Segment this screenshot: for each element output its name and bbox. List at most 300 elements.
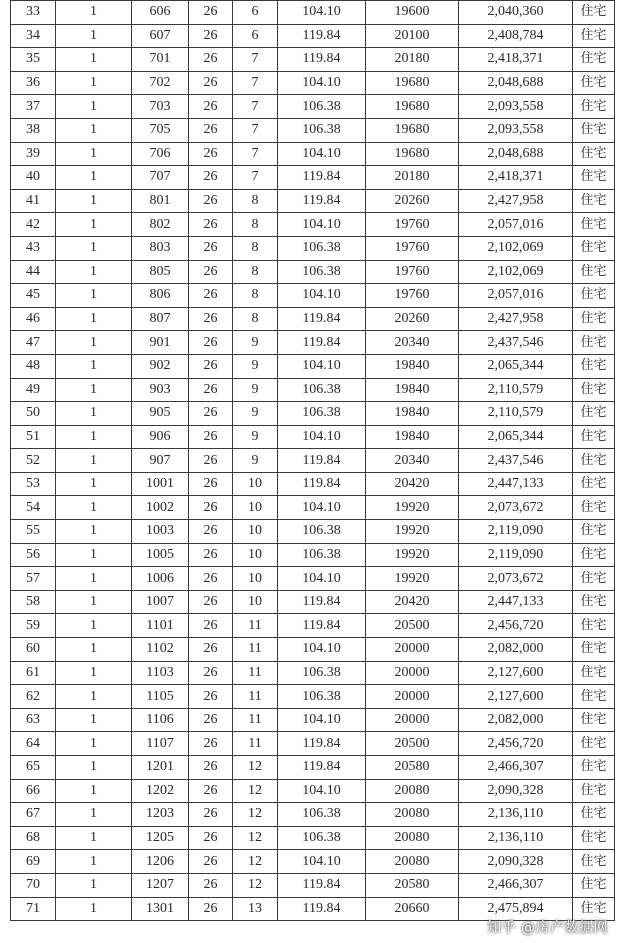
cell-floor: 8 bbox=[233, 284, 278, 308]
cell-total-price: 2,082,000 bbox=[459, 708, 573, 732]
cell-usage: 住宅 bbox=[573, 449, 615, 473]
cell-usage: 住宅 bbox=[573, 873, 615, 897]
cell-building: 1 bbox=[56, 897, 132, 921]
table-row bbox=[11, 260, 615, 284]
cell-unit: 902 bbox=[132, 354, 189, 378]
cell-area: 104.10 bbox=[278, 425, 366, 449]
cell-total-floors: 26 bbox=[189, 260, 233, 284]
cell-unit-price: 19600 bbox=[366, 1, 459, 25]
cell-row-number: 42 bbox=[11, 213, 56, 237]
cell-usage: 住宅 bbox=[573, 1, 615, 25]
cell-total-floors: 26 bbox=[189, 166, 233, 190]
table-row bbox=[11, 95, 615, 119]
cell-building: 1 bbox=[56, 378, 132, 402]
cell-area: 104.10 bbox=[278, 779, 366, 803]
cell-building: 1 bbox=[56, 236, 132, 260]
cell-area: 119.84 bbox=[278, 189, 366, 213]
cell-usage: 住宅 bbox=[573, 614, 615, 638]
table-row bbox=[11, 284, 615, 308]
cell-total-floors: 26 bbox=[189, 142, 233, 166]
cell-floor: 12 bbox=[233, 779, 278, 803]
cell-unit: 1102 bbox=[132, 638, 189, 662]
cell-unit-price: 20420 bbox=[366, 472, 459, 496]
cell-usage: 住宅 bbox=[573, 425, 615, 449]
cell-total-floors: 26 bbox=[189, 708, 233, 732]
cell-total-price: 2,136,110 bbox=[459, 826, 573, 850]
cell-row-number: 70 bbox=[11, 873, 56, 897]
cell-row-number: 58 bbox=[11, 590, 56, 614]
cell-unit: 1301 bbox=[132, 897, 189, 921]
cell-total-price: 2,408,784 bbox=[459, 24, 573, 48]
cell-row-number: 71 bbox=[11, 897, 56, 921]
cell-row-number: 59 bbox=[11, 614, 56, 638]
cell-usage: 住宅 bbox=[573, 402, 615, 426]
cell-row-number: 54 bbox=[11, 496, 56, 520]
table-row bbox=[11, 472, 615, 496]
cell-unit-price: 20080 bbox=[366, 826, 459, 850]
cell-total-price: 2,110,579 bbox=[459, 402, 573, 426]
cell-row-number: 43 bbox=[11, 236, 56, 260]
table-row bbox=[11, 661, 615, 685]
cell-building: 1 bbox=[56, 543, 132, 567]
cell-unit: 1203 bbox=[132, 803, 189, 827]
cell-usage: 住宅 bbox=[573, 732, 615, 756]
cell-row-number: 62 bbox=[11, 685, 56, 709]
cell-unit-price: 19760 bbox=[366, 260, 459, 284]
cell-floor: 13 bbox=[233, 897, 278, 921]
cell-total-price: 2,065,344 bbox=[459, 425, 573, 449]
table-row bbox=[11, 803, 615, 827]
cell-unit: 906 bbox=[132, 425, 189, 449]
cell-unit-price: 20000 bbox=[366, 685, 459, 709]
cell-area: 104.10 bbox=[278, 142, 366, 166]
cell-usage: 住宅 bbox=[573, 95, 615, 119]
cell-usage: 住宅 bbox=[573, 118, 615, 142]
table-row bbox=[11, 732, 615, 756]
cell-usage: 住宅 bbox=[573, 142, 615, 166]
table-row bbox=[11, 378, 615, 402]
cell-row-number: 51 bbox=[11, 425, 56, 449]
cell-total-floors: 26 bbox=[189, 661, 233, 685]
cell-area: 119.84 bbox=[278, 732, 366, 756]
cell-building: 1 bbox=[56, 496, 132, 520]
table-row bbox=[11, 567, 615, 591]
cell-building: 1 bbox=[56, 661, 132, 685]
cell-unit: 905 bbox=[132, 402, 189, 426]
table-row bbox=[11, 307, 615, 331]
cell-area: 119.84 bbox=[278, 166, 366, 190]
cell-area: 106.38 bbox=[278, 378, 366, 402]
cell-building: 1 bbox=[56, 708, 132, 732]
cell-unit: 1005 bbox=[132, 543, 189, 567]
cell-building: 1 bbox=[56, 873, 132, 897]
cell-total-floors: 26 bbox=[189, 850, 233, 874]
cell-usage: 住宅 bbox=[573, 472, 615, 496]
cell-building: 1 bbox=[56, 213, 132, 237]
cell-total-floors: 26 bbox=[189, 118, 233, 142]
cell-row-number: 50 bbox=[11, 402, 56, 426]
cell-unit-price: 20080 bbox=[366, 850, 459, 874]
cell-total-floors: 26 bbox=[189, 48, 233, 72]
table-row bbox=[11, 756, 615, 780]
cell-area: 119.84 bbox=[278, 897, 366, 921]
cell-building: 1 bbox=[56, 826, 132, 850]
cell-row-number: 63 bbox=[11, 708, 56, 732]
table-row bbox=[11, 873, 615, 897]
cell-usage: 住宅 bbox=[573, 354, 615, 378]
cell-unit: 1205 bbox=[132, 826, 189, 850]
cell-unit-price: 20100 bbox=[366, 24, 459, 48]
cell-unit: 1003 bbox=[132, 520, 189, 544]
cell-floor: 11 bbox=[233, 614, 278, 638]
cell-total-price: 2,475,894 bbox=[459, 897, 573, 921]
cell-floor: 12 bbox=[233, 873, 278, 897]
cell-usage: 住宅 bbox=[573, 331, 615, 355]
cell-building: 1 bbox=[56, 425, 132, 449]
cell-building: 1 bbox=[56, 331, 132, 355]
cell-floor: 12 bbox=[233, 803, 278, 827]
cell-usage: 住宅 bbox=[573, 284, 615, 308]
table-row bbox=[11, 236, 615, 260]
cell-row-number: 68 bbox=[11, 826, 56, 850]
cell-row-number: 46 bbox=[11, 307, 56, 331]
cell-total-price: 2,093,558 bbox=[459, 118, 573, 142]
cell-total-floors: 26 bbox=[189, 756, 233, 780]
cell-unit: 1101 bbox=[132, 614, 189, 638]
cell-unit-price: 20340 bbox=[366, 449, 459, 473]
cell-area: 104.10 bbox=[278, 850, 366, 874]
cell-total-floors: 26 bbox=[189, 590, 233, 614]
cell-total-price: 2,119,090 bbox=[459, 520, 573, 544]
cell-unit-price: 19840 bbox=[366, 354, 459, 378]
cell-building: 1 bbox=[56, 307, 132, 331]
cell-floor: 10 bbox=[233, 496, 278, 520]
table-row bbox=[11, 48, 615, 72]
cell-unit-price: 20580 bbox=[366, 873, 459, 897]
cell-area: 106.38 bbox=[278, 520, 366, 544]
cell-floor: 9 bbox=[233, 378, 278, 402]
cell-floor: 7 bbox=[233, 48, 278, 72]
cell-area: 106.38 bbox=[278, 826, 366, 850]
cell-total-floors: 26 bbox=[189, 826, 233, 850]
cell-row-number: 36 bbox=[11, 71, 56, 95]
cell-row-number: 56 bbox=[11, 543, 56, 567]
cell-building: 1 bbox=[56, 95, 132, 119]
cell-usage: 住宅 bbox=[573, 543, 615, 567]
cell-row-number: 64 bbox=[11, 732, 56, 756]
table-row bbox=[11, 614, 615, 638]
cell-row-number: 37 bbox=[11, 95, 56, 119]
cell-area: 106.38 bbox=[278, 402, 366, 426]
cell-total-floors: 26 bbox=[189, 567, 233, 591]
cell-building: 1 bbox=[56, 685, 132, 709]
cell-row-number: 69 bbox=[11, 850, 56, 874]
cell-total-floors: 26 bbox=[189, 213, 233, 237]
cell-total-price: 2,073,672 bbox=[459, 567, 573, 591]
cell-unit-price: 20660 bbox=[366, 897, 459, 921]
cell-building: 1 bbox=[56, 71, 132, 95]
cell-usage: 住宅 bbox=[573, 236, 615, 260]
cell-building: 1 bbox=[56, 732, 132, 756]
price-table-body bbox=[11, 1, 615, 921]
cell-unit-price: 20000 bbox=[366, 708, 459, 732]
cell-floor: 10 bbox=[233, 590, 278, 614]
cell-unit-price: 19840 bbox=[366, 402, 459, 426]
cell-unit: 807 bbox=[132, 307, 189, 331]
cell-total-floors: 26 bbox=[189, 378, 233, 402]
cell-area: 106.38 bbox=[278, 95, 366, 119]
cell-total-floors: 26 bbox=[189, 354, 233, 378]
cell-usage: 住宅 bbox=[573, 638, 615, 662]
cell-building: 1 bbox=[56, 166, 132, 190]
cell-unit: 1206 bbox=[132, 850, 189, 874]
cell-total-price: 2,447,133 bbox=[459, 590, 573, 614]
cell-row-number: 39 bbox=[11, 142, 56, 166]
cell-usage: 住宅 bbox=[573, 24, 615, 48]
cell-unit: 1103 bbox=[132, 661, 189, 685]
cell-unit: 802 bbox=[132, 213, 189, 237]
cell-area: 119.84 bbox=[278, 24, 366, 48]
cell-total-price: 2,127,600 bbox=[459, 661, 573, 685]
cell-area: 106.38 bbox=[278, 543, 366, 567]
cell-unit-price: 20000 bbox=[366, 638, 459, 662]
cell-total-price: 2,418,371 bbox=[459, 48, 573, 72]
cell-total-price: 2,466,307 bbox=[459, 756, 573, 780]
cell-unit: 901 bbox=[132, 331, 189, 355]
cell-unit: 703 bbox=[132, 95, 189, 119]
cell-total-price: 2,427,958 bbox=[459, 189, 573, 213]
cell-total-floors: 26 bbox=[189, 496, 233, 520]
table-row bbox=[11, 331, 615, 355]
cell-usage: 住宅 bbox=[573, 307, 615, 331]
cell-area: 104.10 bbox=[278, 1, 366, 25]
cell-unit: 705 bbox=[132, 118, 189, 142]
cell-total-price: 2,119,090 bbox=[459, 543, 573, 567]
cell-total-price: 2,057,016 bbox=[459, 284, 573, 308]
cell-building: 1 bbox=[56, 756, 132, 780]
watermark bbox=[485, 917, 608, 937]
cell-unit-price: 20180 bbox=[366, 48, 459, 72]
cell-total-price: 2,090,328 bbox=[459, 779, 573, 803]
cell-unit: 1006 bbox=[132, 567, 189, 591]
cell-usage: 住宅 bbox=[573, 213, 615, 237]
cell-floor: 8 bbox=[233, 307, 278, 331]
cell-floor: 7 bbox=[233, 166, 278, 190]
cell-row-number: 65 bbox=[11, 756, 56, 780]
cell-total-price: 2,065,344 bbox=[459, 354, 573, 378]
cell-row-number: 60 bbox=[11, 638, 56, 662]
cell-total-price: 2,427,958 bbox=[459, 307, 573, 331]
cell-area: 106.38 bbox=[278, 803, 366, 827]
cell-floor: 6 bbox=[233, 1, 278, 25]
cell-area: 106.38 bbox=[278, 118, 366, 142]
table-row bbox=[11, 449, 615, 473]
cell-total-price: 2,093,558 bbox=[459, 95, 573, 119]
cell-floor: 9 bbox=[233, 354, 278, 378]
cell-unit: 903 bbox=[132, 378, 189, 402]
cell-total-price: 2,102,069 bbox=[459, 236, 573, 260]
cell-total-floors: 26 bbox=[189, 779, 233, 803]
cell-total-floors: 26 bbox=[189, 638, 233, 662]
cell-total-floors: 26 bbox=[189, 331, 233, 355]
cell-row-number: 38 bbox=[11, 118, 56, 142]
cell-building: 1 bbox=[56, 449, 132, 473]
cell-total-floors: 26 bbox=[189, 425, 233, 449]
cell-total-floors: 26 bbox=[189, 71, 233, 95]
cell-usage: 住宅 bbox=[573, 48, 615, 72]
cell-area: 119.84 bbox=[278, 48, 366, 72]
cell-total-price: 2,437,546 bbox=[459, 449, 573, 473]
cell-total-floors: 26 bbox=[189, 803, 233, 827]
cell-area: 104.10 bbox=[278, 354, 366, 378]
cell-floor: 12 bbox=[233, 756, 278, 780]
cell-row-number: 40 bbox=[11, 166, 56, 190]
cell-unit: 1207 bbox=[132, 873, 189, 897]
cell-total-price: 2,090,328 bbox=[459, 850, 573, 874]
cell-floor: 11 bbox=[233, 708, 278, 732]
cell-building: 1 bbox=[56, 590, 132, 614]
cell-area: 106.38 bbox=[278, 685, 366, 709]
cell-area: 119.84 bbox=[278, 331, 366, 355]
table-row bbox=[11, 24, 615, 48]
table-row bbox=[11, 402, 615, 426]
cell-unit: 806 bbox=[132, 284, 189, 308]
cell-row-number: 47 bbox=[11, 331, 56, 355]
cell-unit-price: 20340 bbox=[366, 331, 459, 355]
cell-area: 119.84 bbox=[278, 756, 366, 780]
cell-unit-price: 20260 bbox=[366, 307, 459, 331]
cell-usage: 住宅 bbox=[573, 685, 615, 709]
cell-floor: 10 bbox=[233, 567, 278, 591]
cell-usage: 住宅 bbox=[573, 897, 615, 921]
cell-building: 1 bbox=[56, 638, 132, 662]
table-row bbox=[11, 213, 615, 237]
cell-total-price: 2,447,133 bbox=[459, 472, 573, 496]
cell-floor: 12 bbox=[233, 826, 278, 850]
table-row bbox=[11, 496, 615, 520]
cell-area: 104.10 bbox=[278, 284, 366, 308]
cell-floor: 7 bbox=[233, 71, 278, 95]
table-row bbox=[11, 425, 615, 449]
cell-total-floors: 26 bbox=[189, 402, 233, 426]
cell-building: 1 bbox=[56, 472, 132, 496]
cell-unit: 1202 bbox=[132, 779, 189, 803]
cell-row-number: 33 bbox=[11, 1, 56, 25]
cell-building: 1 bbox=[56, 284, 132, 308]
cell-row-number: 55 bbox=[11, 520, 56, 544]
cell-total-floors: 26 bbox=[189, 897, 233, 921]
cell-usage: 住宅 bbox=[573, 71, 615, 95]
cell-floor: 10 bbox=[233, 543, 278, 567]
cell-unit: 702 bbox=[132, 71, 189, 95]
table-row bbox=[11, 118, 615, 142]
table-row bbox=[11, 638, 615, 662]
cell-building: 1 bbox=[56, 118, 132, 142]
cell-unit-price: 20500 bbox=[366, 732, 459, 756]
cell-floor: 7 bbox=[233, 95, 278, 119]
cell-unit-price: 19680 bbox=[366, 71, 459, 95]
cell-unit-price: 19760 bbox=[366, 284, 459, 308]
table-row bbox=[11, 826, 615, 850]
cell-row-number: 52 bbox=[11, 449, 56, 473]
cell-total-floors: 26 bbox=[189, 449, 233, 473]
cell-unit-price: 20580 bbox=[366, 756, 459, 780]
cell-usage: 住宅 bbox=[573, 708, 615, 732]
cell-building: 1 bbox=[56, 520, 132, 544]
cell-floor: 11 bbox=[233, 661, 278, 685]
cell-total-price: 2,110,579 bbox=[459, 378, 573, 402]
cell-row-number: 67 bbox=[11, 803, 56, 827]
cell-total-floors: 26 bbox=[189, 685, 233, 709]
cell-building: 1 bbox=[56, 24, 132, 48]
cell-unit-price: 20080 bbox=[366, 779, 459, 803]
watermark-text: 知乎 @房产数据网 bbox=[487, 920, 608, 936]
cell-total-price: 2,136,110 bbox=[459, 803, 573, 827]
cell-usage: 住宅 bbox=[573, 779, 615, 803]
cell-row-number: 41 bbox=[11, 189, 56, 213]
cell-unit-price: 20080 bbox=[366, 803, 459, 827]
table-row bbox=[11, 1, 615, 25]
cell-usage: 住宅 bbox=[573, 826, 615, 850]
cell-total-price: 2,057,016 bbox=[459, 213, 573, 237]
cell-floor: 8 bbox=[233, 189, 278, 213]
cell-unit-price: 19920 bbox=[366, 567, 459, 591]
table-row bbox=[11, 590, 615, 614]
cell-total-floors: 26 bbox=[189, 614, 233, 638]
cell-building: 1 bbox=[56, 803, 132, 827]
cell-building: 1 bbox=[56, 260, 132, 284]
table-row bbox=[11, 166, 615, 190]
cell-usage: 住宅 bbox=[573, 189, 615, 213]
cell-unit: 801 bbox=[132, 189, 189, 213]
cell-floor: 9 bbox=[233, 425, 278, 449]
cell-floor: 6 bbox=[233, 24, 278, 48]
cell-unit: 1105 bbox=[132, 685, 189, 709]
table-row bbox=[11, 142, 615, 166]
cell-area: 119.84 bbox=[278, 449, 366, 473]
cell-usage: 住宅 bbox=[573, 520, 615, 544]
cell-unit-price: 20500 bbox=[366, 614, 459, 638]
table-row bbox=[11, 520, 615, 544]
cell-floor: 11 bbox=[233, 638, 278, 662]
cell-usage: 住宅 bbox=[573, 260, 615, 284]
table-row bbox=[11, 189, 615, 213]
cell-total-floors: 26 bbox=[189, 472, 233, 496]
cell-usage: 住宅 bbox=[573, 803, 615, 827]
cell-total-price: 2,466,307 bbox=[459, 873, 573, 897]
cell-row-number: 61 bbox=[11, 661, 56, 685]
cell-building: 1 bbox=[56, 850, 132, 874]
cell-unit: 803 bbox=[132, 236, 189, 260]
cell-total-price: 2,418,371 bbox=[459, 166, 573, 190]
cell-total-floors: 26 bbox=[189, 873, 233, 897]
cell-building: 1 bbox=[56, 1, 132, 25]
cell-unit: 805 bbox=[132, 260, 189, 284]
cell-total-price: 2,073,672 bbox=[459, 496, 573, 520]
table-row bbox=[11, 71, 615, 95]
cell-total-price: 2,082,000 bbox=[459, 638, 573, 662]
cell-total-floors: 26 bbox=[189, 189, 233, 213]
cell-row-number: 66 bbox=[11, 779, 56, 803]
cell-row-number: 35 bbox=[11, 48, 56, 72]
cell-unit-price: 19920 bbox=[366, 520, 459, 544]
cell-unit-price: 19920 bbox=[366, 543, 459, 567]
cell-area: 104.10 bbox=[278, 708, 366, 732]
cell-unit-price: 20180 bbox=[366, 166, 459, 190]
cell-floor: 8 bbox=[233, 213, 278, 237]
cell-usage: 住宅 bbox=[573, 756, 615, 780]
cell-usage: 住宅 bbox=[573, 378, 615, 402]
